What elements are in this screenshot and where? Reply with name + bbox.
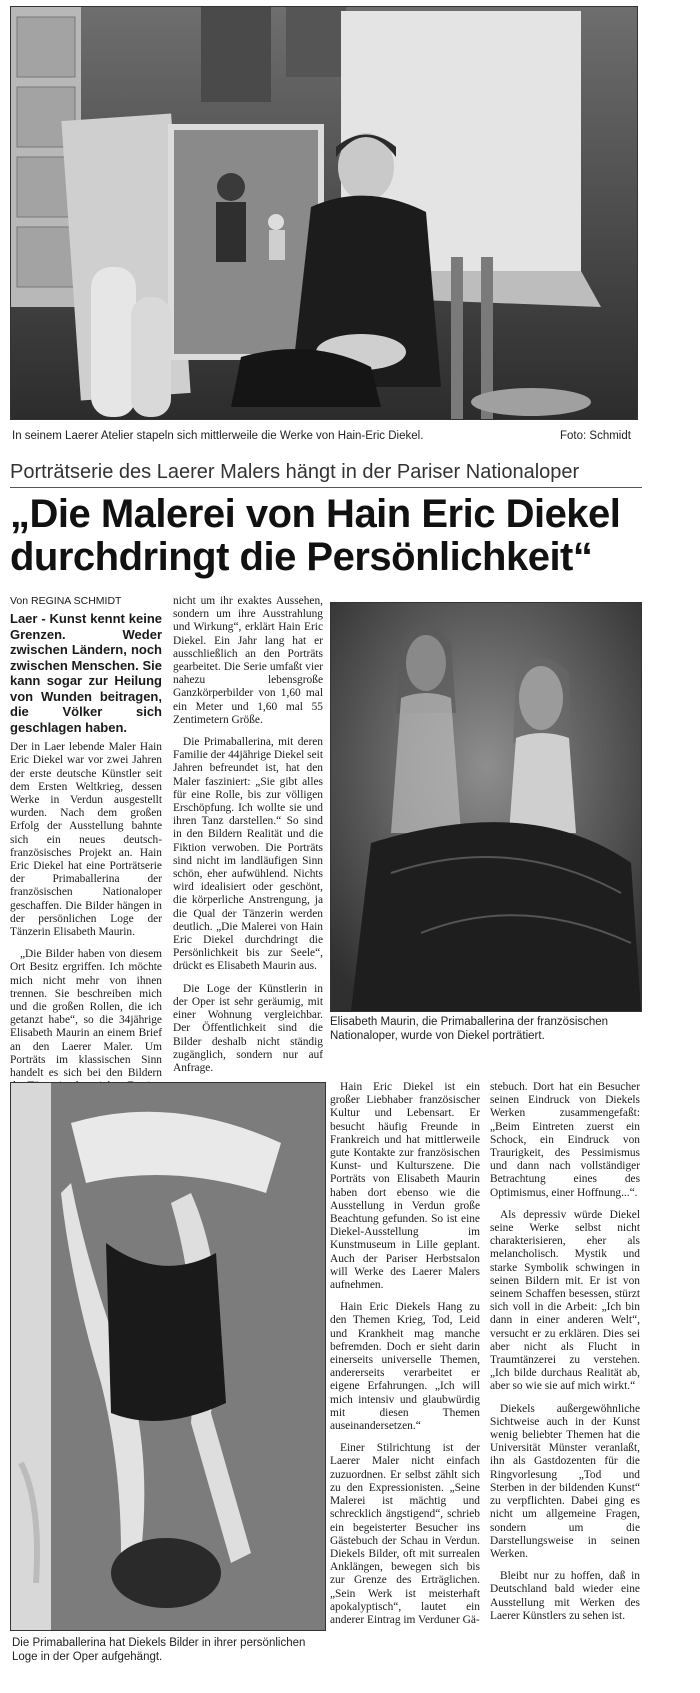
body-paragraph: Die Primaballerina, mit deren Familie der 44jährige Diekel seit Jahren befreundet ist, hat den Maler fasziniert: „Sie gibt alles für eine Rolle, bis zur völligen Erschöpfung. Ich wollte sie und ihren Tanz darstellen.“ So sind in den Bildern Realität und die Fiktion verwoben. Die Porträts sind nicht im landläufigen Sinn schön, eher aufwühlend. Nichts wird idealisiert oder geschönt, die körperliche Anstrengung, ja die Qual der Tänzerin werden deutlich. „Die Malerei von Hain Eric Diekel durchdringt die Persönlichkeit bis zur Seele“, drückt es Elisabeth Maurin aus.: [173, 736, 323, 973]
column-3: [330, 1081, 480, 1636]
body-paragraph: stebuch. Dort hat ein Besucher seinen Eindruck von Diekels Werken zusammengefaßt: „Beim Eintreten zuerst ein Schock, ein Eindruck von Traurigkeit, des Pessimismus und dann nach vollständiger Betrachtung eines des Optimismus, einer Hoffnung...“.: [490, 1081, 640, 1199]
body-paragraph: Als depressiv würde Diekel seine Werke selbst nicht charakterisieren, eher als melancholisch. Mystik und starke Symbolik schwingen in seinen Bildern mit. Er ist von seinem Schaffen besessen, stürzt sich voll in die Arbeit: „Ich bin dann in einer anderen Welt“, versucht er zu erklären. Dies sei aber nicht als Flucht in Traumtänzerei zu verstehen. „Ich bilde durchaus Realität ab, aber so wie sie auf mich wirkt.“: [490, 1208, 640, 1393]
body-paragraph: Die Loge der Künstlerin in der Oper ist sehr geräumig, mit einer Wohnung vergleichbar. Der Öffentlichkeit sind die Bilder deshalb nicht ständig zugänglich, sondern nur auf Anfrage.: [173, 982, 323, 1074]
painting-dancer-photo: [10, 1082, 326, 1631]
painting-dancer-image: [11, 1083, 325, 1630]
body-paragraph: „Die Bilder haben von diesem Ort Besitz ergriffen. Ich möchte mich nicht mehr von ihnen trennen. Sie beschreiben mich und die großen Rollen, die ich getanzt habe“, so die 34jährige Elisabeth Maurin an einem Brief an den Laerer Maler. Um Porträts im klassischen Sinn handelt es sich bei den Bildern: [10, 948, 162, 1080]
column-2: [173, 595, 323, 1084]
lead-paragraph: Laer - Kunst kennt keine Grenzen. Weder zwischen Ländern, noch zwischen Menschen. Sie kann sogar zur Heilung von Wunden beitragen, die Völker sich geschlagen haben.: [10, 611, 162, 735]
body-paragraph: Hain Eric Diekels Hang zu den Themen Krieg, Tod, Leid und Krankheit mag manche befremden. Doch er sieht darin einerseits universelle Themen, andererseits verarbeitet er eigene Erfahrungen. „Ich will mich intensiv und glaubwürdig mit diesen Themen auseinandersetzen.“: [330, 1301, 480, 1433]
kicker-subheadline: Porträtserie des Laerer Malers hängt in der Pariser Nationaloper: [10, 461, 580, 483]
body-paragraph: Der in Laer lebende Maler Hain Eric Diekel war vor zwei Jahren der erste deutsche Künstler seit dem Ersten Weltkrieg, dessen Werke in Verdun ausgestellt wurden. Nach dem großen Erfolg der Ausstellung bahnte sich ein neues deutsch-französisches Projekt an. Hain Eric Diekel hat eine Porträtserie der Primaballerina der französischen Nationaloper geschaffen. Die Bilder hängen in der persönlichen Loge der Tänzerin Elisabeth Maurin.: [10, 741, 162, 939]
column-4: [490, 1081, 640, 1632]
body-paragraph: nicht um ihr exaktes Aussehen, sondern um ihre Ausstrahlung und Wirkung“, erklärt Hain Eric Diekel. Ein Jahr lang hat er ausschließlich an den Porträts gearbeitet. Die Serie umfaßt vier nahezu lebensgroße Ganzkörperbilder von 1,60 mal ein Meter und 1,60 mal 55 Zentimetern Größe.: [173, 595, 323, 726]
kicker-rule: [10, 487, 642, 488]
painting-portrait-image: [331, 603, 641, 1011]
body-paragraph: Bleibt nur zu hoffen, daß in Deutschland bald wieder eine Ausstellung mit Werken des Laerer Künstlers zu sehen ist.: [490, 1570, 640, 1622]
headline: „Die Malerei von Hain Eric Diekel durchdringt die Persönlichkeit“: [10, 492, 621, 579]
painting-portrait-caption: Elisabeth Maurin, die Primaballerina der französischen Nationaloper, wurde von Diekel porträtiert.: [330, 1016, 609, 1042]
atelier-photo: [10, 6, 638, 420]
column-1: [10, 595, 162, 1116]
top-photo-caption: In seinem Laerer Atelier stapeln sich mittlerweile die Werke von Hain-Eric Diekel.: [12, 430, 424, 442]
atelier-photo-image: [11, 7, 637, 419]
body-paragraph: Hain Eric Diekel ist ein großer Liebhaber französischer Kultur und Lebensart. Er besucht häufig Freunde in Frankreich und hat mittlerweile gute Kontakte zur französischen Kunst- und Kulturszene. Die Porträts von Elisabeth Maurin haben dort ebenso wie die Ausstellung in Verdun große Beachtung gefunden. So ist eine Diekel-Ausstellung im Kunstmuseum in Lille geplant. Auch der Pariser Herbstsalon will Werke des Laerer Malers aufnehmen.: [330, 1081, 480, 1292]
painting-dancer-caption: Die Primaballerina hat Diekels Bilder in ihrer persönlichen Loge in der Oper aufgehängt.: [12, 1637, 306, 1663]
painting-portrait-photo: [330, 602, 642, 1012]
body-paragraph: Einer Stilrichtung ist der Laerer Maler nicht einfach zuzuordnen. Er selbst zählt sich zu den Expressionisten. „Seine Malerei ist mächtig und schrecklich ängstigend“, schrieb ein begeisterter Besucher ins Gästebuch der Schau in Verdun. Diekels Bilder, oft mit surrealen Anklängen, bewegen sich bis zur Grenze des Erträglichen. „Sein Werk ist meisterhaft apokalyptisch“, lautet ein anderer Eintrag im Verduner Gä-: [330, 1442, 480, 1626]
byline: Von REGINA SCHMIDT: [10, 595, 122, 607]
body-paragraph: Diekels außergewöhnliche Sichtweise auch in der Kunst wenig beliebter Themen hat die Universität Münster veranlaßt, ihn als Gastdozenten für die Ringvorlesung „Tod und Sterben in der bildenden Kunst“ zu verpflichten. Dabei ging es nicht um allgemeine Fragen, sondern um die Darstellungsweise in seinen Werken.: [490, 1402, 640, 1560]
photo-credit: Foto: Schmidt: [560, 430, 631, 442]
